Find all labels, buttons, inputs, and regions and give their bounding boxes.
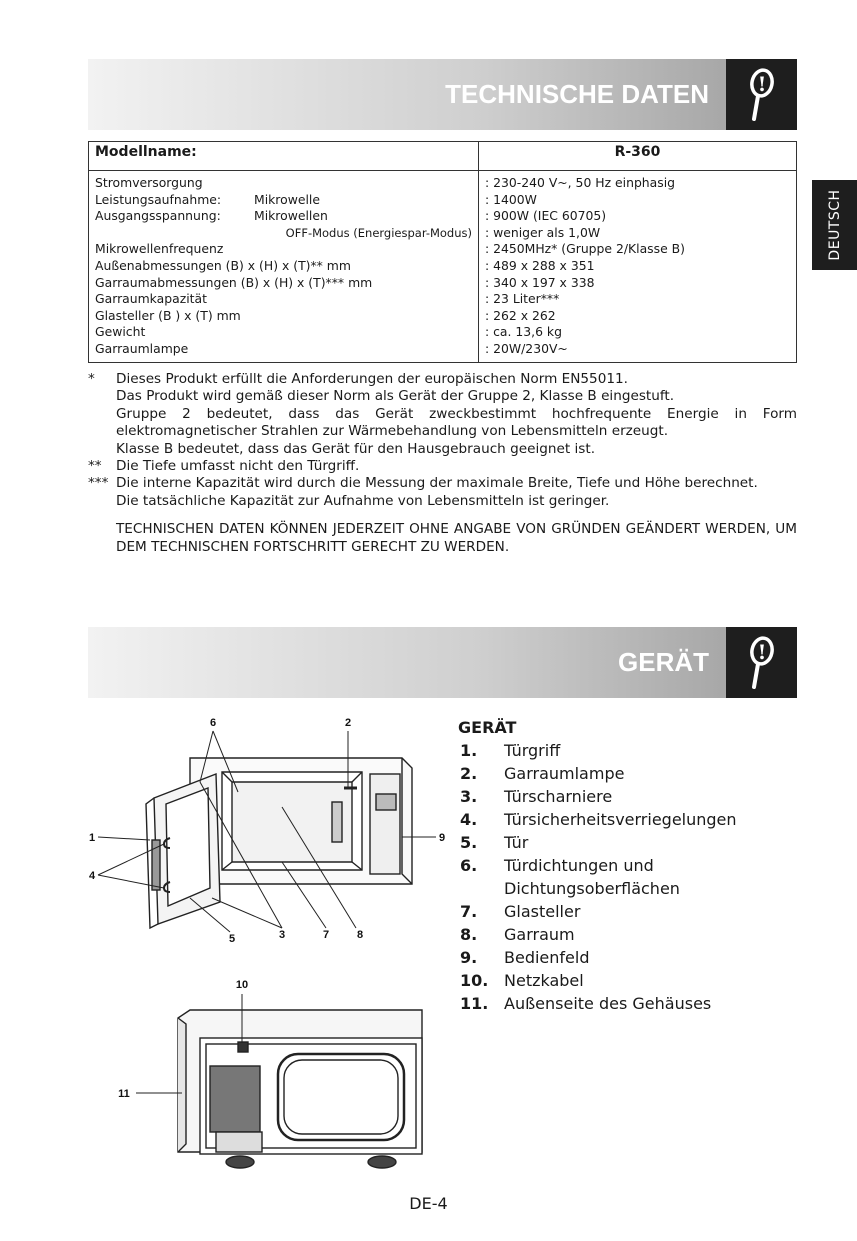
section-banner-geraet bbox=[88, 627, 797, 698]
info-icon-box bbox=[726, 627, 797, 698]
list-item: 3. Türscharniere bbox=[460, 787, 613, 806]
callout-4: 4 bbox=[88, 870, 96, 882]
spec-value-row: : weniger als 1,0W bbox=[485, 224, 601, 240]
spec-value-row: : ca. 13,6 kg bbox=[485, 324, 562, 340]
callout-8: 8 bbox=[356, 929, 364, 941]
spec-value-row: : 23 Liter*** bbox=[485, 291, 560, 307]
spec-label-row: Gewicht bbox=[95, 324, 146, 340]
language-tab bbox=[812, 180, 857, 270]
callout-11: 11 bbox=[118, 1088, 130, 1100]
section-banner-technische-daten bbox=[88, 59, 797, 130]
callout-1: 1 bbox=[88, 832, 96, 844]
model-value: R-360 bbox=[479, 142, 797, 171]
list-item: 6. Türdichtungen und Dichtungsoberflächen bbox=[460, 856, 680, 898]
section-title: GERÄT bbox=[618, 647, 709, 677]
spec-label-row: Garraumlampe bbox=[95, 340, 189, 356]
model-label: Modellname: bbox=[89, 142, 479, 171]
change-notice: TECHNISCHEN DATEN KÖNNEN JEDERZEIT OHNE ANGABE VON GRÜNDEN GEÄNDERT WERDEN, UM DEM TECHNISCHEN FORTSCHRITT GERECHT ZU WERDEN. bbox=[116, 521, 797, 555]
callout-3: 3 bbox=[278, 929, 286, 941]
spec-label-row: Garraumkapazität bbox=[95, 291, 207, 307]
spec-label-row: OFF-Modus (Energiespar-Modus) bbox=[285, 225, 472, 240]
spec-value-row: : 900W (IEC 60705) bbox=[485, 208, 607, 224]
list-item: 5. Tür bbox=[460, 833, 529, 852]
spec-table-header bbox=[89, 142, 797, 171]
microwave-front-view bbox=[146, 758, 412, 928]
callout-6: 6 bbox=[209, 717, 217, 729]
spec-value-row: : 489 x 288 x 351 bbox=[485, 257, 595, 273]
spec-value-row: : 262 x 262 bbox=[485, 307, 556, 323]
parts-list-title: GERÄT bbox=[458, 718, 517, 737]
spec-label-row: Außenabmessungen (B) x (H) x (T)** mm bbox=[95, 257, 351, 273]
spec-table bbox=[88, 141, 797, 363]
list-item: 11. Außenseite des Gehäuses bbox=[460, 994, 712, 1013]
spec-value-row: : 20W/230V~ bbox=[485, 340, 568, 356]
callout-9: 9 bbox=[438, 832, 446, 844]
language-tab-label: DEUTSCH bbox=[826, 189, 843, 261]
footnote-2: ** Die Tiefe umfasst nicht den Türgriff. bbox=[88, 458, 360, 475]
svg-text:!: ! bbox=[757, 640, 767, 664]
spec-label-row: Glasteller (B ) x (T) mm bbox=[95, 307, 241, 323]
footnote-3: *** Die interne Kapazität wird durch die Messung der maximale Breite, Tiefe und Höhe berechnet. Die tatsächliche Kapazität zur Aufnahme von Lebensmitteln ist geringer. bbox=[88, 475, 758, 509]
spec-label-row: Leistungsaufnahme: Mikrowelle bbox=[95, 191, 320, 207]
callout-5: 5 bbox=[228, 933, 236, 945]
list-item: 9. Bedienfeld bbox=[460, 948, 590, 967]
spec-value-row: : 230-240 V~, 50 Hz einphasig bbox=[485, 175, 676, 190]
list-item: 8. Garraum bbox=[460, 925, 575, 944]
microwave-rear-view bbox=[178, 1010, 422, 1168]
spec-value-row: : 340 x 197 x 338 bbox=[485, 274, 595, 290]
callout-7: 7 bbox=[322, 929, 330, 941]
list-item: 4. Türsicherheitsverriegelungen bbox=[460, 810, 737, 829]
spec-label-row: Stromversorgung bbox=[95, 175, 203, 190]
list-item: 7. Glasteller bbox=[460, 902, 581, 921]
spec-values bbox=[479, 171, 797, 363]
spec-label-row: Mikrowellenfrequenz bbox=[95, 241, 224, 257]
footnote-1: * Dieses Produkt erfüllt die Anforderungen der europäischen Norm EN55011. Das Produkt wird gemäß dieser Norm als Gerät der Gruppe 2, Klasse B eingestuft. Gruppe 2 bedeutet, dass das Gerät zweckbestimmt hochfrequente Energie in Form elektromagnetischer Strahlen zur Wärmebehandlung von Lebensmitteln erzeugt. Klasse B bedeutet, dass das Gerät für den Hausgebrauch geeignet ist. bbox=[88, 371, 797, 457]
parts-list bbox=[458, 716, 834, 1015]
list-item: 1. Türgriff bbox=[460, 741, 561, 760]
info-icon-box bbox=[726, 59, 797, 130]
section-title: TECHNISCHE DATEN bbox=[445, 79, 709, 109]
callout-2: 2 bbox=[344, 717, 352, 729]
page-number: DE-4 bbox=[409, 1194, 448, 1213]
microwave-diagram bbox=[82, 712, 452, 1182]
list-item: 2. Garraumlampe bbox=[460, 764, 625, 783]
footnotes bbox=[88, 371, 797, 510]
spec-labels bbox=[89, 171, 479, 363]
spec-value-row: : 2450MHz* (Gruppe 2/Klasse B) bbox=[485, 241, 685, 257]
spec-value-row: : 1400W bbox=[485, 191, 537, 207]
spec-label-row: Ausgangsspannung: Mikrowellen bbox=[95, 208, 328, 224]
callout-10: 10 bbox=[235, 979, 249, 991]
info-magnifier-icon bbox=[744, 633, 778, 693]
list-item: 10. Netzkabel bbox=[460, 971, 584, 990]
spec-label-row: Garraumabmessungen (B) x (H) x (T)*** mm bbox=[95, 274, 373, 290]
svg-text:!: ! bbox=[757, 72, 767, 96]
info-magnifier-icon bbox=[744, 65, 778, 125]
